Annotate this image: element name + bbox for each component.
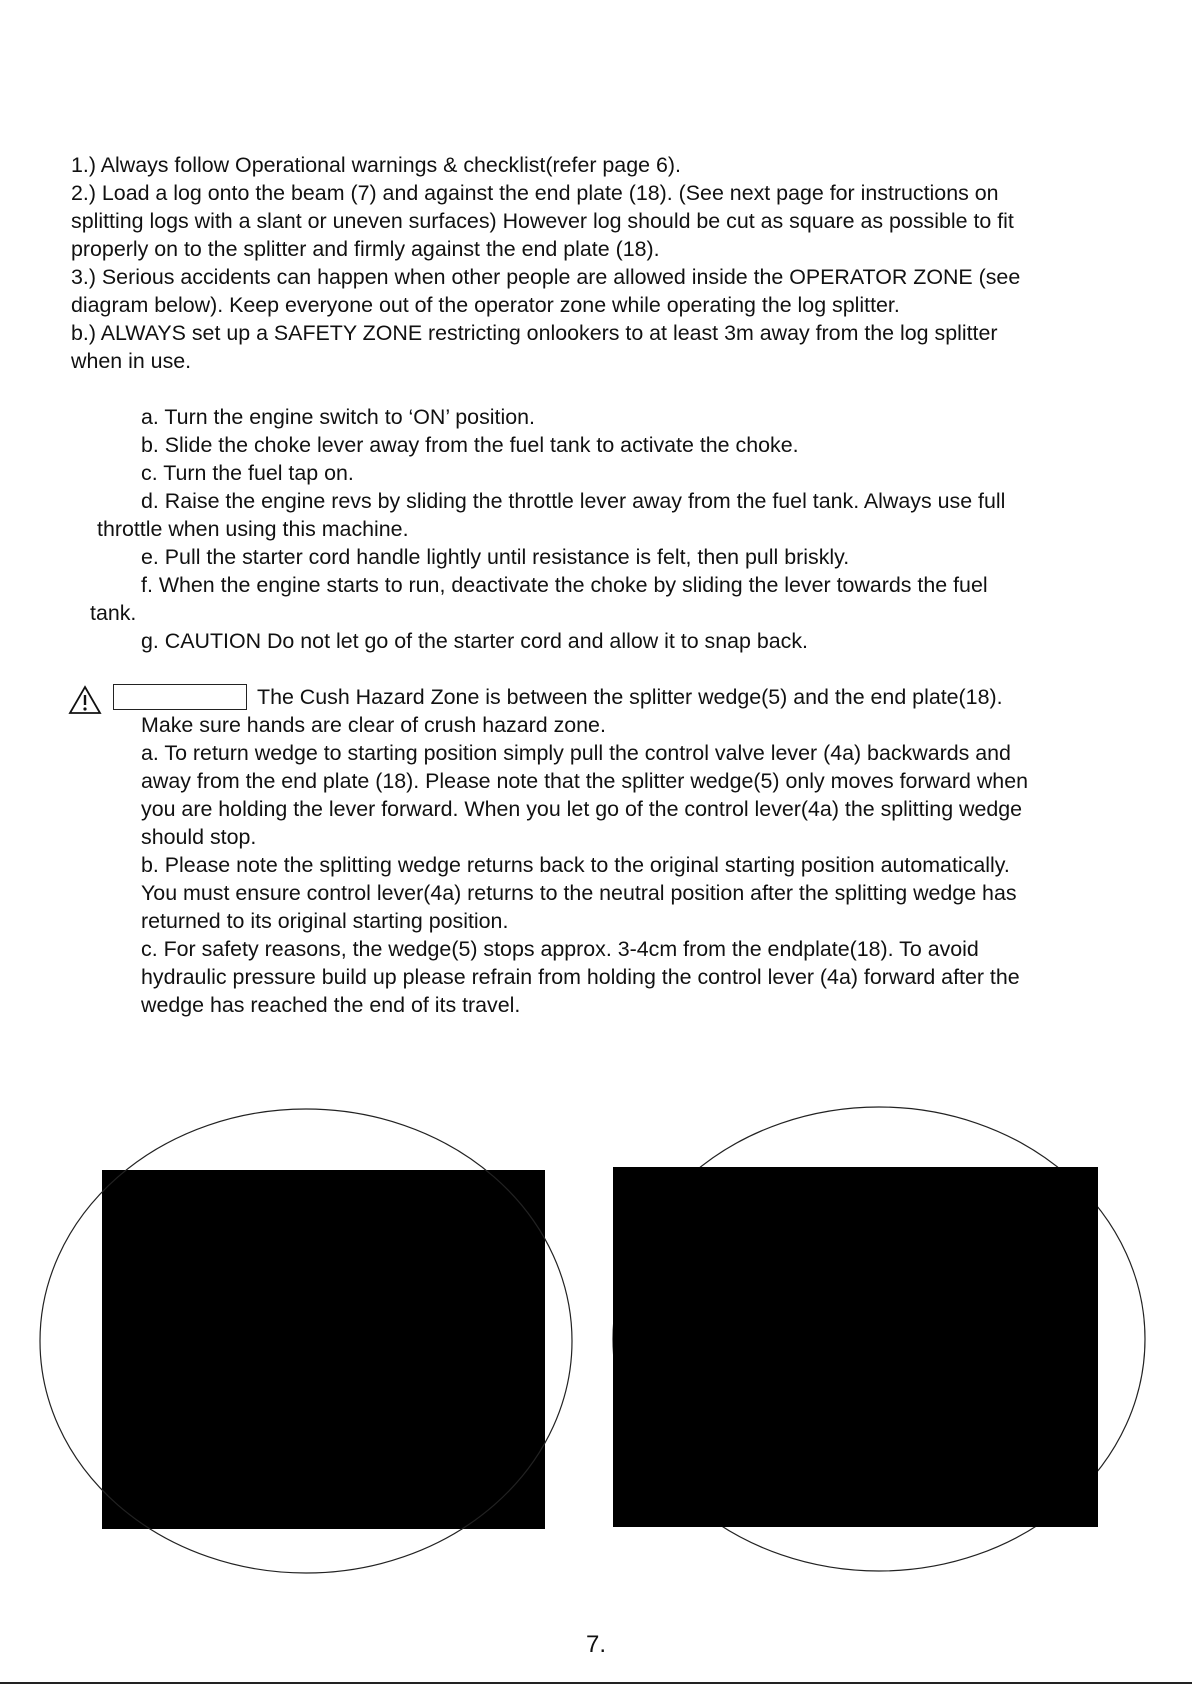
start-step-e: e. Pull the starter cord handle lightly until resistance is felt, then pull briskly. <box>141 545 850 569</box>
warning-text: The Cush Hazard Zone is between the splitter wedge(5) and the end plate(18). <box>257 685 1003 709</box>
start-step-b: b. Slide the choke lever away from the fuel tank to activate the choke. <box>141 433 799 457</box>
step-3: 3.) Serious accidents can happen when other people are allowed inside the OPERATOR ZONE (see <box>71 265 1021 289</box>
start-step-d: d. Raise the engine revs by sliding the throttle lever away from the fuel tank. Always use full <box>141 489 1006 513</box>
step-2: 2.) Load a log onto the beam (7) and against the end plate (18). (See next page for instructions on <box>71 181 999 205</box>
start-step-f: f. When the engine starts to run, deactivate the choke by sliding the lever towards the fuel <box>141 573 988 597</box>
step-1: 1.) Always follow Operational warnings & checklist(refer page 6). <box>71 153 681 177</box>
start-step-a: a. Turn the engine switch to ‘ON’ position. <box>141 405 535 429</box>
page-number: 7. <box>585 1631 606 1658</box>
hazard-step-b: b. Please note the splitting wedge returns back to the original starting position automatically. <box>141 853 1010 877</box>
bottom-divider <box>0 1682 1192 1684</box>
hazard-step-a-cont-1: away from the end plate (18). Please note that the splitter wedge(5) only moves forward when <box>141 769 1028 793</box>
hazard-step-b-cont-2: returned to its original starting position. <box>141 909 509 933</box>
start-step-c: c. Turn the fuel tap on. <box>141 461 354 485</box>
step-3b-cont: when in use. <box>71 349 192 373</box>
figure-right-image <box>613 1167 1098 1527</box>
start-step-g: g. CAUTION Do not let go of the starter cord and allow it to snap back. <box>141 629 808 653</box>
start-step-f-cont: tank. <box>90 601 137 625</box>
hazard-step-a-cont-2: you are holding the lever forward. When you let go of the control lever(4a) the splitting wedge <box>141 797 1023 821</box>
hazard-step-c-cont-2: wedge has reached the end of its travel. <box>141 993 521 1017</box>
hazard-step-b-cont-1: You must ensure control lever(4a) returns to the neutral position after the splitting wedge has <box>141 881 1017 905</box>
step-2-cont-2: properly on to the splitter and firmly against the end plate (18). <box>71 237 660 261</box>
hazard-step-a-cont-3: should stop. <box>141 825 257 849</box>
step-2-cont-1: splitting logs with a slant or uneven surfaces) However log should be cut as square as possible to fit <box>71 209 1014 233</box>
hazard-step-c-cont-1: hydraulic pressure build up please refrain from holding the control lever (4a) forward after the <box>141 965 1020 989</box>
hazard-step-c: c. For safety reasons, the wedge(5) stops approx. 3-4cm from the endplate(18). To avoid <box>141 937 979 961</box>
warning-text-cont: Make sure hands are clear of crush hazard zone. <box>141 713 606 737</box>
hazard-step-a: a. To return wedge to starting position simply pull the control valve lever (4a) backwards and <box>141 741 1011 765</box>
step-3b: b.) ALWAYS set up a SAFETY ZONE restricting onlookers to at least 3m away from the log splitter <box>71 321 998 345</box>
step-3-cont: diagram below). Keep everyone out of the operator zone while operating the log splitter. <box>71 293 900 317</box>
start-step-d-cont: throttle when using this machine. <box>97 517 409 541</box>
